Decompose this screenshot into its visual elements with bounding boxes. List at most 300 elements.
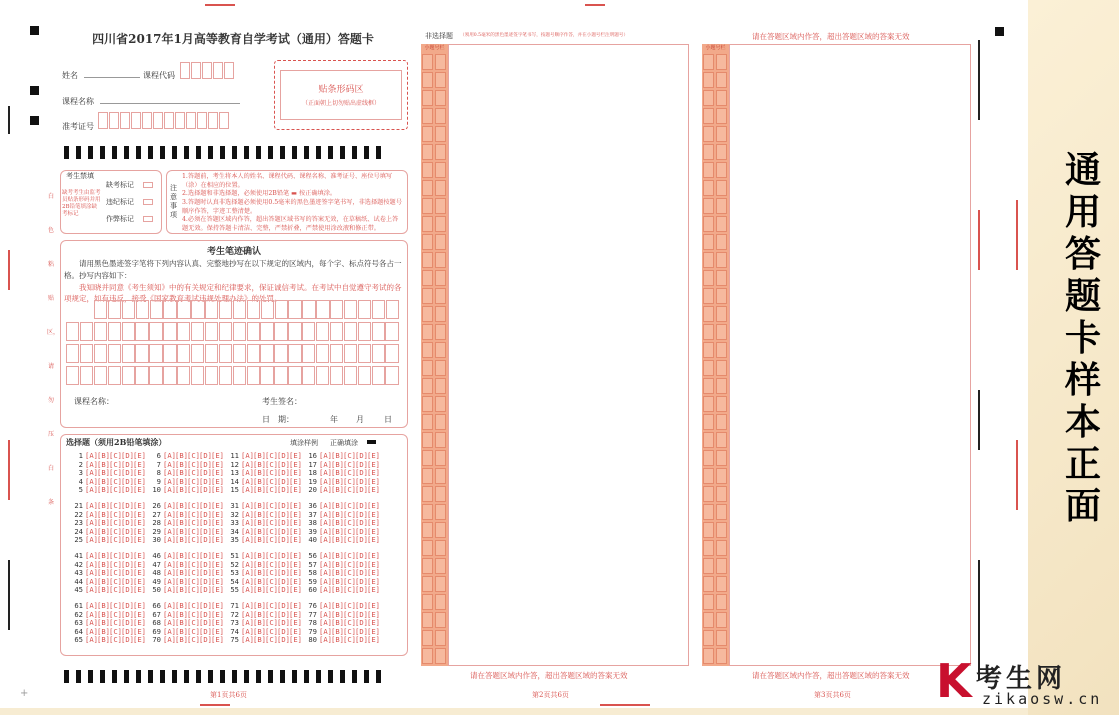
option-bubble[interactable]: [A] <box>241 576 254 586</box>
option-bubble[interactable]: [C] <box>187 609 200 619</box>
subquestion-cell[interactable] <box>435 216 446 232</box>
option-bubble[interactable]: [B] <box>175 585 188 595</box>
option-bubble[interactable]: [D] <box>277 635 290 645</box>
option-bubble[interactable]: [E] <box>133 559 146 569</box>
option-bubble[interactable]: [D] <box>355 626 368 636</box>
option-bubble[interactable]: [D] <box>277 626 290 636</box>
option-bubble[interactable]: [A] <box>85 526 98 536</box>
option-bubble[interactable]: [D] <box>199 526 212 536</box>
option-bubble[interactable]: [B] <box>331 576 344 586</box>
option-bubble[interactable]: [D] <box>199 618 212 628</box>
option-bubble[interactable]: [A] <box>85 600 98 610</box>
option-bubble[interactable]: [B] <box>331 459 344 469</box>
option-bubble[interactable]: [B] <box>253 526 266 536</box>
option-bubble[interactable]: [A] <box>319 576 332 586</box>
subquestion-cell[interactable] <box>703 252 714 268</box>
option-bubble[interactable]: [D] <box>355 609 368 619</box>
subquestion-cell[interactable] <box>422 414 433 430</box>
option-bubble[interactable]: [E] <box>367 459 380 469</box>
option-bubble[interactable]: [A] <box>85 476 98 486</box>
subquestion-cell[interactable] <box>703 108 714 124</box>
option-bubble[interactable]: [E] <box>211 518 224 528</box>
option-bubble[interactable]: [D] <box>355 500 368 510</box>
option-bubble[interactable]: [A] <box>319 609 332 619</box>
subquestion-cell[interactable] <box>716 342 727 358</box>
option-bubble[interactable]: [E] <box>211 609 224 619</box>
option-bubble[interactable]: [E] <box>289 509 302 519</box>
subquestion-cell[interactable] <box>703 396 714 412</box>
subquestion-cells[interactable] <box>435 54 446 666</box>
option-bubble[interactable]: [C] <box>109 518 122 528</box>
option-bubble[interactable]: [D] <box>121 509 134 519</box>
subquestion-cell[interactable] <box>716 144 727 160</box>
subquestion-cell[interactable] <box>435 144 446 160</box>
option-bubble[interactable]: [D] <box>199 485 212 495</box>
choice-bubble-grid[interactable] <box>70 452 382 652</box>
option-bubble[interactable]: [B] <box>331 535 344 545</box>
option-bubble[interactable]: [C] <box>265 526 278 536</box>
option-bubble[interactable]: [C] <box>265 618 278 628</box>
option-bubble[interactable]: [D] <box>199 500 212 510</box>
option-bubble[interactable]: [E] <box>211 509 224 519</box>
option-bubble[interactable]: [B] <box>175 468 188 478</box>
option-bubble[interactable]: [C] <box>109 626 122 636</box>
option-bubble[interactable]: [E] <box>211 535 224 545</box>
subquestion-cell[interactable] <box>435 648 446 664</box>
option-bubble[interactable]: [A] <box>319 535 332 545</box>
option-bubble[interactable]: [C] <box>109 509 122 519</box>
subquestion-cell[interactable] <box>422 252 433 268</box>
subquestion-cell[interactable] <box>435 54 446 70</box>
subquestion-cell[interactable] <box>422 360 433 376</box>
option-bubble[interactable]: [B] <box>253 568 266 578</box>
option-bubble[interactable]: [C] <box>343 609 356 619</box>
option-bubble[interactable]: [C] <box>265 468 278 478</box>
option-bubble[interactable]: [C] <box>109 576 122 586</box>
option-bubble[interactable]: [C] <box>265 535 278 545</box>
option-bubble[interactable]: [D] <box>199 635 212 645</box>
option-bubble[interactable]: [D] <box>355 526 368 536</box>
option-bubble[interactable]: [A] <box>85 585 98 595</box>
option-bubble[interactable]: [B] <box>175 459 188 469</box>
option-bubble[interactable]: [B] <box>97 526 110 536</box>
option-bubble[interactable]: [C] <box>265 568 278 578</box>
option-bubble[interactable]: [E] <box>367 451 380 460</box>
answer-area-page-2[interactable] <box>448 44 689 666</box>
handwriting-grid[interactable] <box>66 300 400 388</box>
option-bubble[interactable]: [A] <box>163 626 176 636</box>
option-bubble[interactable]: [A] <box>85 509 98 519</box>
option-bubble[interactable]: [C] <box>265 451 278 460</box>
option-bubble[interactable]: [E] <box>211 568 224 578</box>
option-bubble[interactable]: [B] <box>331 550 344 560</box>
subquestion-cell[interactable] <box>422 90 433 106</box>
subquestion-cell[interactable] <box>422 216 433 232</box>
option-bubble[interactable]: [A] <box>241 459 254 469</box>
subquestion-cell[interactable] <box>703 432 714 448</box>
option-bubble[interactable]: [C] <box>187 559 200 569</box>
subquestion-cell[interactable] <box>422 558 433 574</box>
subquestion-cell[interactable] <box>716 432 727 448</box>
option-bubble[interactable]: [D] <box>121 526 134 536</box>
subquestion-cell[interactable] <box>716 234 727 250</box>
option-bubble[interactable]: [A] <box>163 485 176 495</box>
option-bubble[interactable]: [C] <box>265 626 278 636</box>
option-bubble[interactable]: [A] <box>163 535 176 545</box>
option-bubble[interactable]: [C] <box>109 635 122 645</box>
subquestion-cell[interactable] <box>703 450 714 466</box>
option-bubble[interactable]: [D] <box>199 585 212 595</box>
option-bubble[interactable]: [E] <box>133 585 146 595</box>
option-bubble[interactable]: [A] <box>85 535 98 545</box>
subquestion-cell[interactable] <box>716 270 727 286</box>
option-bubble[interactable]: [D] <box>277 585 290 595</box>
option-bubble[interactable]: [D] <box>277 459 290 469</box>
option-bubble[interactable]: [A] <box>319 600 332 610</box>
option-bubble[interactable]: [B] <box>97 635 110 645</box>
subquestion-cell[interactable] <box>435 108 446 124</box>
option-bubble[interactable]: [D] <box>277 600 290 610</box>
option-bubble[interactable]: [E] <box>211 468 224 478</box>
option-bubble[interactable]: [E] <box>133 600 146 610</box>
option-bubble[interactable]: [B] <box>253 600 266 610</box>
option-bubble[interactable]: [E] <box>211 451 224 460</box>
option-bubble[interactable]: [D] <box>199 518 212 528</box>
option-bubble[interactable]: [C] <box>265 600 278 610</box>
option-bubble[interactable]: [D] <box>277 509 290 519</box>
subquestion-cell[interactable] <box>703 288 714 304</box>
option-bubble[interactable]: [D] <box>121 518 134 528</box>
option-bubble[interactable]: [E] <box>367 618 380 628</box>
option-bubble[interactable]: [E] <box>133 485 146 495</box>
option-bubble[interactable]: [B] <box>175 518 188 528</box>
option-bubble[interactable]: [A] <box>163 568 176 578</box>
option-bubble[interactable]: [B] <box>175 476 188 486</box>
option-bubble[interactable]: [C] <box>265 550 278 560</box>
subquestion-cell[interactable] <box>716 198 727 214</box>
option-bubble[interactable]: [E] <box>289 576 302 586</box>
option-bubble[interactable]: [E] <box>133 518 146 528</box>
subquestion-cell[interactable] <box>716 486 727 502</box>
option-bubble[interactable]: [B] <box>175 559 188 569</box>
option-bubble[interactable]: [D] <box>277 476 290 486</box>
option-bubble[interactable]: [B] <box>97 585 110 595</box>
subquestion-cell[interactable] <box>716 468 727 484</box>
option-bubble[interactable]: [E] <box>289 568 302 578</box>
option-bubble[interactable]: [C] <box>187 526 200 536</box>
option-bubble[interactable]: [E] <box>211 550 224 560</box>
option-bubble[interactable]: [D] <box>199 468 212 478</box>
violation-mark-box[interactable] <box>143 199 153 205</box>
option-bubble[interactable]: [E] <box>133 635 146 645</box>
option-bubble[interactable]: [C] <box>187 635 200 645</box>
option-bubble[interactable]: [D] <box>121 559 134 569</box>
option-bubble[interactable]: [B] <box>175 576 188 586</box>
subquestion-cell[interactable] <box>422 72 433 88</box>
option-bubble[interactable]: [A] <box>163 559 176 569</box>
option-bubble[interactable]: [B] <box>97 626 110 636</box>
option-bubble[interactable]: [E] <box>133 535 146 545</box>
option-bubble[interactable]: [B] <box>331 568 344 578</box>
option-bubble[interactable]: [D] <box>121 635 134 645</box>
option-bubble[interactable]: [E] <box>367 585 380 595</box>
subquestion-cell[interactable] <box>422 234 433 250</box>
subquestion-cell[interactable] <box>716 396 727 412</box>
option-bubble[interactable]: [A] <box>163 451 176 460</box>
option-bubble[interactable]: [E] <box>367 518 380 528</box>
option-bubble[interactable]: [D] <box>355 485 368 495</box>
option-bubble[interactable]: [C] <box>343 500 356 510</box>
option-bubble[interactable]: [C] <box>109 618 122 628</box>
option-bubble[interactable]: [E] <box>367 550 380 560</box>
subquestion-cell[interactable] <box>422 144 433 160</box>
subquestion-cell[interactable] <box>716 450 727 466</box>
option-bubble[interactable]: [E] <box>211 459 224 469</box>
option-bubble[interactable]: [E] <box>133 500 146 510</box>
option-bubble[interactable]: [E] <box>367 500 380 510</box>
subquestion-cell[interactable] <box>422 612 433 628</box>
option-bubble[interactable]: [C] <box>187 500 200 510</box>
option-bubble[interactable]: [E] <box>367 559 380 569</box>
subquestion-cell[interactable] <box>435 378 446 394</box>
subquestion-cell[interactable] <box>435 90 446 106</box>
subquestion-cell[interactable] <box>422 594 433 610</box>
option-bubble[interactable]: [A] <box>163 600 176 610</box>
option-bubble[interactable]: [A] <box>85 451 98 460</box>
option-bubble[interactable]: [C] <box>343 576 356 586</box>
subquestion-cell[interactable] <box>716 324 727 340</box>
option-bubble[interactable]: [D] <box>277 485 290 495</box>
option-bubble[interactable]: [C] <box>187 476 200 486</box>
option-bubble[interactable]: [E] <box>133 459 146 469</box>
option-bubble[interactable]: [E] <box>367 568 380 578</box>
option-bubble[interactable]: [D] <box>355 468 368 478</box>
option-bubble[interactable]: [E] <box>367 626 380 636</box>
option-bubble[interactable]: [A] <box>241 585 254 595</box>
subquestion-cell[interactable] <box>435 396 446 412</box>
option-bubble[interactable]: [A] <box>85 518 98 528</box>
option-bubble[interactable]: [E] <box>211 635 224 645</box>
option-bubble[interactable]: [A] <box>163 500 176 510</box>
option-bubble[interactable]: [E] <box>211 626 224 636</box>
subquestion-cell[interactable] <box>435 270 446 286</box>
option-bubble[interactable]: [A] <box>319 500 332 510</box>
option-bubble[interactable]: [B] <box>175 509 188 519</box>
option-bubble[interactable]: [B] <box>97 600 110 610</box>
option-bubble[interactable]: [A] <box>319 526 332 536</box>
option-bubble[interactable]: [E] <box>367 476 380 486</box>
option-bubble[interactable]: [D] <box>199 626 212 636</box>
option-bubble[interactable]: [B] <box>175 485 188 495</box>
subquestion-cell[interactable] <box>435 162 446 178</box>
option-bubble[interactable]: [D] <box>199 459 212 469</box>
option-bubble[interactable]: [D] <box>277 576 290 586</box>
option-bubble[interactable]: [E] <box>211 485 224 495</box>
option-bubble[interactable]: [C] <box>109 500 122 510</box>
option-bubble[interactable]: [E] <box>133 568 146 578</box>
option-bubble[interactable]: [B] <box>253 626 266 636</box>
option-bubble[interactable]: [E] <box>133 476 146 486</box>
option-bubble[interactable]: [C] <box>343 618 356 628</box>
subquestion-cell[interactable] <box>716 630 727 646</box>
option-bubble[interactable]: [C] <box>109 468 122 478</box>
option-bubble[interactable]: [C] <box>265 509 278 519</box>
option-bubble[interactable]: [C] <box>109 485 122 495</box>
option-bubble[interactable]: [D] <box>355 600 368 610</box>
option-bubble[interactable]: [C] <box>109 526 122 536</box>
option-bubble[interactable]: [B] <box>331 476 344 486</box>
option-bubble[interactable]: [E] <box>367 526 380 536</box>
option-bubble[interactable]: [A] <box>319 585 332 595</box>
subquestion-cell[interactable] <box>435 414 446 430</box>
option-bubble[interactable]: [C] <box>265 476 278 486</box>
option-bubble[interactable]: [E] <box>211 600 224 610</box>
subquestion-cell[interactable] <box>703 198 714 214</box>
option-bubble[interactable]: [B] <box>175 626 188 636</box>
subquestion-cell[interactable] <box>703 180 714 196</box>
option-bubble[interactable]: [B] <box>175 635 188 645</box>
option-bubble[interactable]: [C] <box>265 485 278 495</box>
option-bubble[interactable]: [A] <box>241 509 254 519</box>
option-bubble[interactable]: [A] <box>163 509 176 519</box>
option-bubble[interactable]: [A] <box>319 485 332 495</box>
subquestion-cell[interactable] <box>716 180 727 196</box>
option-bubble[interactable]: [E] <box>211 476 224 486</box>
subquestion-cell[interactable] <box>422 576 433 592</box>
option-bubble[interactable]: [B] <box>253 609 266 619</box>
option-bubble[interactable]: [A] <box>241 559 254 569</box>
subquestion-cell[interactable] <box>422 108 433 124</box>
option-bubble[interactable]: [E] <box>289 559 302 569</box>
option-bubble[interactable]: [D] <box>355 550 368 560</box>
option-bubble[interactable]: [A] <box>319 468 332 478</box>
option-bubble[interactable]: [D] <box>121 468 134 478</box>
option-bubble[interactable]: [D] <box>121 485 134 495</box>
subquestion-cell[interactable] <box>435 72 446 88</box>
option-bubble[interactable]: [A] <box>319 451 332 460</box>
subquestion-cell[interactable] <box>435 252 446 268</box>
option-bubble[interactable]: [B] <box>175 568 188 578</box>
option-bubble[interactable]: [D] <box>199 559 212 569</box>
option-bubble[interactable]: [D] <box>121 476 134 486</box>
option-bubble[interactable]: [B] <box>331 600 344 610</box>
option-bubble[interactable]: [C] <box>343 468 356 478</box>
subquestion-cell[interactable] <box>703 144 714 160</box>
option-bubble[interactable]: [E] <box>211 585 224 595</box>
subquestion-cell[interactable] <box>703 126 714 142</box>
site-logo[interactable] <box>934 656 1114 711</box>
option-bubble[interactable]: [A] <box>163 550 176 560</box>
subquestion-cell[interactable] <box>422 450 433 466</box>
subquestion-cell[interactable] <box>435 576 446 592</box>
subquestion-cell[interactable] <box>703 378 714 394</box>
option-bubble[interactable]: [B] <box>331 485 344 495</box>
option-bubble[interactable]: [A] <box>85 618 98 628</box>
subquestion-cell[interactable] <box>703 594 714 610</box>
option-bubble[interactable]: [D] <box>277 609 290 619</box>
subquestion-cell[interactable] <box>703 360 714 376</box>
option-bubble[interactable]: [A] <box>85 635 98 645</box>
subquestion-cells[interactable] <box>422 54 433 666</box>
option-bubble[interactable]: [D] <box>199 550 212 560</box>
option-bubble[interactable]: [D] <box>121 585 134 595</box>
subquestion-cell[interactable] <box>435 432 446 448</box>
option-bubble[interactable]: [D] <box>355 635 368 645</box>
option-bubble[interactable]: [A] <box>319 550 332 560</box>
option-bubble[interactable]: [A] <box>319 618 332 628</box>
subquestion-cell[interactable] <box>435 558 446 574</box>
subquestion-cell[interactable] <box>716 594 727 610</box>
subquestion-cell[interactable] <box>703 342 714 358</box>
option-bubble[interactable]: [E] <box>133 451 146 460</box>
subquestion-cell[interactable] <box>435 540 446 556</box>
option-bubble[interactable]: [B] <box>253 476 266 486</box>
option-bubble[interactable]: [C] <box>343 509 356 519</box>
option-bubble[interactable]: [C] <box>109 535 122 545</box>
option-bubble[interactable]: [C] <box>265 576 278 586</box>
option-bubble[interactable]: [E] <box>367 635 380 645</box>
subquestion-cell[interactable] <box>435 126 446 142</box>
option-bubble[interactable]: [D] <box>355 618 368 628</box>
option-bubble[interactable]: [B] <box>97 568 110 578</box>
option-bubble[interactable]: [C] <box>187 576 200 586</box>
option-bubble[interactable]: [C] <box>265 585 278 595</box>
option-bubble[interactable]: [C] <box>265 500 278 510</box>
option-bubble[interactable]: [C] <box>265 609 278 619</box>
option-bubble[interactable]: [A] <box>319 509 332 519</box>
subquestion-cell[interactable] <box>422 162 433 178</box>
option-bubble[interactable]: [D] <box>121 626 134 636</box>
option-bubble[interactable]: [C] <box>109 609 122 619</box>
option-bubble[interactable]: [A] <box>241 635 254 645</box>
option-bubble[interactable]: [B] <box>331 509 344 519</box>
option-bubble[interactable]: [A] <box>241 535 254 545</box>
option-bubble[interactable]: [C] <box>265 459 278 469</box>
option-bubble[interactable]: [B] <box>253 518 266 528</box>
option-bubble[interactable]: [B] <box>331 618 344 628</box>
option-bubble[interactable]: [D] <box>121 451 134 460</box>
option-bubble[interactable]: [B] <box>331 635 344 645</box>
option-bubble[interactable]: [D] <box>199 568 212 578</box>
option-bubble[interactable]: [E] <box>133 618 146 628</box>
option-bubble[interactable]: [A] <box>85 576 98 586</box>
option-bubble[interactable]: [B] <box>253 585 266 595</box>
subquestion-cell[interactable] <box>716 360 727 376</box>
option-bubble[interactable]: [C] <box>343 626 356 636</box>
option-bubble[interactable]: [B] <box>253 509 266 519</box>
subquestion-cell[interactable] <box>435 360 446 376</box>
subquestion-cell[interactable] <box>422 648 433 664</box>
option-bubble[interactable]: [B] <box>253 535 266 545</box>
subquestion-cell[interactable] <box>435 234 446 250</box>
option-bubble[interactable]: [A] <box>85 550 98 560</box>
option-bubble[interactable]: [D] <box>121 550 134 560</box>
option-bubble[interactable]: [B] <box>331 451 344 460</box>
option-bubble[interactable]: [C] <box>265 518 278 528</box>
option-bubble[interactable]: [C] <box>187 468 200 478</box>
option-bubble[interactable]: [B] <box>175 609 188 619</box>
option-bubble[interactable]: [C] <box>109 585 122 595</box>
subquestion-cell[interactable] <box>703 648 714 664</box>
option-bubble[interactable]: [B] <box>97 550 110 560</box>
option-bubble[interactable]: [C] <box>187 535 200 545</box>
answer-area-page-3[interactable] <box>729 44 971 666</box>
subquestion-cell[interactable] <box>703 612 714 628</box>
option-bubble[interactable]: [B] <box>97 459 110 469</box>
option-bubble[interactable]: [D] <box>355 518 368 528</box>
option-bubble[interactable]: [B] <box>97 500 110 510</box>
option-bubble[interactable]: [B] <box>253 576 266 586</box>
